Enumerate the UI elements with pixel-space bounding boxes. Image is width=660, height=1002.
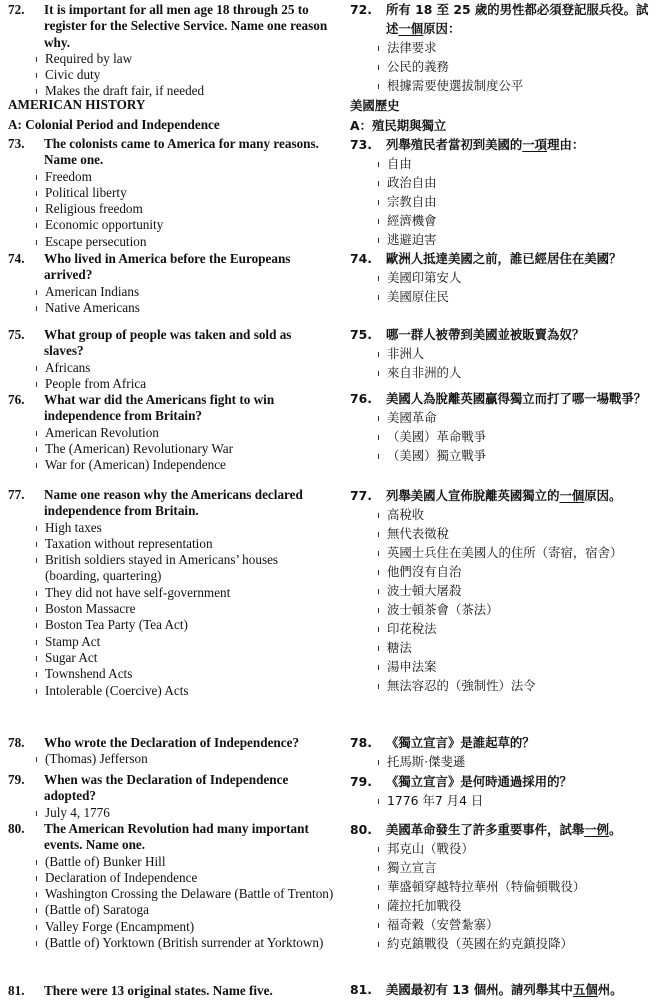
answer-item: Native Americans — [44, 300, 334, 316]
subsection-heading: A：殖民期與獨立 — [350, 118, 447, 133]
question-79-en — [8, 772, 334, 821]
answer-item: 美國印第安人 — [386, 268, 652, 287]
answer-item: 福奇穀（安營紮寨） — [386, 915, 652, 934]
question-73-zh — [350, 135, 652, 249]
question-text — [386, 0, 652, 38]
question-text — [386, 820, 652, 839]
answer-item: 托馬斯·傑斐遜 — [386, 752, 652, 771]
answer-item: 經濟機會 — [386, 211, 652, 230]
question-number: 80. — [8, 821, 25, 836]
answer-list — [350, 839, 652, 953]
answer-item: British soldiers stayed in Americans’ houses (boarding, quartering) — [44, 552, 334, 585]
answer-list — [350, 505, 652, 695]
question-text: What war did the Americans fight to win independence from Britain? — [44, 392, 275, 424]
question-74-zh — [350, 249, 652, 306]
question-75-zh — [350, 325, 652, 382]
answer-item: 根據需要使選拔制度公平 — [386, 76, 652, 95]
answer-item: July 4, 1776 — [44, 805, 334, 821]
answer-list — [8, 805, 334, 821]
answer-item: 印花稅法 — [386, 619, 652, 638]
answer-item: Freedom — [44, 169, 334, 185]
answer-item: 政治自由 — [386, 173, 652, 192]
question-text-part: 列舉殖民者當初到美國的 — [386, 137, 523, 152]
question-number: 75. — [8, 327, 25, 342]
question-78-zh — [350, 733, 652, 771]
answer-item: 波士頓茶會（茶法） — [386, 600, 652, 619]
question-text-part: 州。 — [597, 982, 623, 997]
answer-list — [350, 791, 652, 810]
question-text: It is important for all men age 18 through 25 to register for the Selective Service. Name one reason why. — [44, 2, 328, 50]
answer-list — [8, 425, 334, 474]
question-78-en — [8, 735, 334, 768]
answer-item: 波士頓大屠殺 — [386, 581, 652, 600]
answer-item: Washington Crossing the Delaware (Battle of Trenton) — [45, 886, 334, 902]
answer-item: War for (American) Independence — [44, 457, 334, 473]
question-text: What group of people was taken and sold as slaves? — [44, 327, 292, 359]
answer-item: (Thomas) Jefferson — [44, 751, 334, 767]
answer-item: Africans — [44, 360, 334, 376]
question-text: Who lived in America before the Europeans arrived? — [44, 251, 291, 283]
answer-item: Economic opportunity — [44, 217, 334, 233]
question-text-part: 美國革命發生了許多重要事件，試舉 — [386, 822, 585, 837]
answer-item: 邦克山（戰役） — [386, 839, 652, 858]
question-text: When was the Declaration of Independence adopted? — [44, 772, 289, 804]
question-81-zh — [350, 980, 652, 999]
question-text-underlined: 五個 — [572, 982, 598, 997]
question-text: 歐洲人抵達美國之前，誰已經居住在美國？ — [386, 251, 622, 266]
answer-item: 英國士兵住在美國人的住所（寄宿，宿舍） — [386, 543, 652, 562]
question-text: The American Revolution had many important events. Name one. — [44, 821, 309, 853]
question-text: The colonists came to America for many reasons. Name one. — [44, 136, 319, 168]
answer-item: (Battle of) Yorktown (British surrender at Yorktown) — [44, 935, 334, 951]
subsection-heading: A: Colonial Period and Independence — [8, 117, 220, 132]
question-text-part: 所有 18 至 25 歲的男性都必須登記服兵役。試述 — [386, 2, 649, 36]
answer-item: High taxes — [44, 520, 334, 536]
question-number: 77. — [8, 487, 25, 502]
question-text: 《獨立宣言》是何時通過採用的？ — [386, 774, 572, 789]
question-72-zh — [350, 0, 652, 95]
answer-item: Political liberty — [44, 185, 334, 201]
answer-list — [8, 169, 334, 250]
answer-item: 獨立宣言 — [386, 858, 652, 877]
answer-item: 美國革命 — [386, 408, 652, 427]
question-76-zh — [350, 389, 652, 465]
question-number: 81. — [8, 983, 25, 998]
answer-item: Taxation without representation — [44, 536, 334, 552]
question-text: Who wrote the Declaration of Independence? — [44, 735, 300, 750]
answer-item: They did not have self-government — [44, 585, 334, 601]
question-number: 75. — [350, 327, 372, 342]
answer-item: Boston Tea Party (Tea Act) — [44, 617, 334, 633]
answer-item: 約克鎮戰役（英國在約克鎮投降） — [386, 934, 652, 953]
question-77-en — [8, 487, 334, 699]
question-number: 81. — [350, 982, 372, 997]
answer-item: (Battle of) Bunker Hill — [44, 854, 334, 870]
question-text-underlined: 一個 — [398, 21, 424, 36]
answer-list — [8, 284, 334, 317]
question-80-en — [8, 821, 334, 951]
answer-item: The (American) Revolutionary War — [44, 441, 334, 457]
answer-item: 1776 年7 月4 日 — [386, 791, 652, 810]
question-text-underlined: 一例 — [584, 822, 610, 837]
answer-item: Religious freedom — [44, 201, 334, 217]
answer-list — [8, 854, 334, 952]
question-number: 78. — [350, 735, 372, 750]
answer-item: Sugar Act — [44, 650, 334, 666]
answer-item: People from Africa — [44, 376, 334, 392]
question-text: 《獨立宣言》是誰起草的？ — [386, 735, 535, 750]
question-text-underlined: 一項 — [522, 137, 548, 152]
answer-item: Stamp Act — [44, 634, 334, 650]
question-text: There were 13 original states. Name five. — [44, 983, 273, 998]
section-heading: 美國歷史 — [350, 98, 400, 113]
question-76-en — [8, 392, 334, 473]
answer-item: 非洲人 — [386, 344, 652, 363]
answer-list — [350, 154, 652, 249]
question-number: 73. — [350, 137, 372, 152]
answer-item: 宗教自由 — [386, 192, 652, 211]
question-text-part: 原因： — [423, 21, 461, 36]
question-text-part: 原因。 — [584, 488, 622, 503]
question-79-zh — [350, 772, 652, 810]
answer-item: Boston Massacre — [44, 601, 334, 617]
answer-item: 湯申法案 — [386, 657, 652, 676]
question-text-part: 列舉美國人宣佈脫離英國獨立的 — [386, 488, 560, 503]
question-number: 76. — [8, 392, 25, 407]
question-77-zh — [350, 486, 652, 695]
answer-item: （美國）革命戰爭 — [386, 427, 652, 446]
answer-list — [8, 360, 334, 393]
question-number: 76. — [350, 391, 372, 406]
answer-list — [8, 751, 334, 767]
answer-list — [8, 520, 334, 699]
question-75-en — [8, 327, 334, 392]
answer-item: (Battle of) Saratoga — [44, 902, 334, 918]
question-number: 73. — [8, 136, 25, 151]
answer-item: Civic duty — [44, 67, 334, 83]
question-text — [386, 135, 652, 154]
question-text-part: 。 — [609, 822, 622, 837]
question-text — [386, 980, 652, 999]
answer-item: 無法容忍的（強制性）法令 — [386, 676, 652, 695]
answer-list — [8, 51, 334, 100]
question-text-underlined: 一個 — [559, 488, 585, 503]
answer-list — [350, 752, 652, 771]
answer-item: 他們沒有自治 — [386, 562, 652, 581]
answer-list — [350, 344, 652, 382]
question-text-part: 美國最初有 13 個州。請列舉其中 — [386, 982, 573, 997]
answer-item: Townshend Acts — [44, 666, 334, 682]
question-73-en — [8, 136, 334, 250]
answer-item: （美國）獨立戰爭 — [386, 446, 652, 465]
answer-item: American Indians — [44, 284, 334, 300]
question-text-part: 理由： — [547, 137, 585, 152]
answer-item: 來自非洲的人 — [386, 363, 652, 382]
question-text — [386, 486, 652, 505]
question-number: 79. — [8, 772, 25, 787]
question-text: 哪一群人被帶到美國並被販賣為奴？ — [386, 327, 585, 342]
answer-item: 糖法 — [386, 638, 652, 657]
question-number: 79. — [350, 774, 372, 789]
question-81-en — [8, 983, 334, 999]
answer-item: 美國原住民 — [386, 287, 652, 306]
answer-item: Intolerable (Coercive) Acts — [44, 683, 334, 699]
question-number: 77. — [350, 488, 372, 503]
answer-item: 逃避迫害 — [386, 230, 652, 249]
question-number: 74. — [350, 251, 372, 266]
answer-item: 無代表徵稅 — [386, 524, 652, 543]
question-72-en — [8, 2, 334, 100]
section-heading: AMERICAN HISTORY — [8, 97, 146, 112]
question-number: 74. — [8, 251, 25, 266]
answer-item: Makes the draft fair, if needed — [44, 83, 334, 99]
question-number: 72. — [350, 2, 372, 17]
answer-item: 公民的義務 — [386, 57, 652, 76]
question-text: 美國人為脫離英國贏得獨立而打了哪一場戰爭？ — [386, 391, 647, 406]
answer-list — [350, 408, 652, 465]
answer-item: Valley Forge (Encampment) — [44, 919, 334, 935]
answer-item: 華盛頓穿越特拉華州（特倫頓戰役） — [386, 877, 652, 896]
question-number: 78. — [8, 735, 25, 750]
question-text: Name one reason why the Americans declared independence from Britain. — [44, 487, 303, 519]
answer-item: Declaration of Independence — [44, 870, 334, 886]
answer-item: American Revolution — [44, 425, 334, 441]
answer-item: 高稅收 — [386, 505, 652, 524]
answer-item: 自由 — [386, 154, 652, 173]
answer-list — [350, 268, 652, 306]
answer-item: Required by law — [44, 51, 334, 67]
question-74-en — [8, 251, 334, 316]
answer-list — [350, 38, 652, 95]
answer-item: 法律要求 — [386, 38, 652, 57]
question-number: 80. — [350, 822, 372, 837]
question-number: 72. — [8, 2, 25, 17]
answer-item: Escape persecution — [44, 234, 334, 250]
answer-item: 薩拉托加戰役 — [386, 896, 652, 915]
question-80-zh — [350, 820, 652, 953]
